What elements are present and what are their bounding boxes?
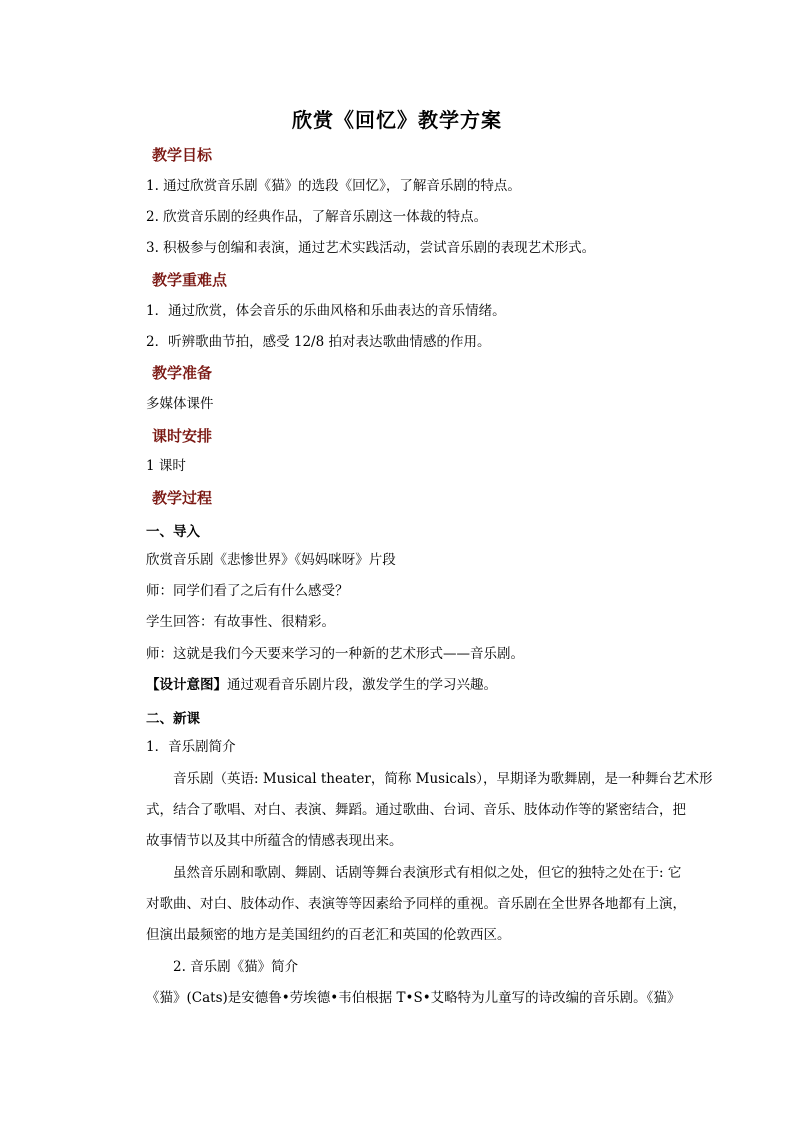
process-part2-title: 二、新课 [146,711,200,727]
preparation-text: 多媒体课件 [146,396,214,412]
para1-line-1: 音乐剧（英语: Musical theater，简称 Musicals），早期译为歌舞剧，是一种舞台艺术形 [173,771,713,787]
intro-line-3: 学生回答：有故事性、很精彩。 [146,614,335,630]
design-intent [146,676,497,694]
heading-process: 教学过程 [152,489,213,507]
heading-schedule: 课时安排 [152,427,213,445]
heading-goals: 教学目标 [152,146,213,164]
goal-item-2: 2. 欣赏音乐剧的经典作品，了解音乐剧这一体裁的特点。 [146,209,488,225]
intro-line-1: 欣赏音乐剧《悲惨世界》《妈妈咪呀》片段 [146,552,396,568]
intro-line-2: 师：同学们看了之后有什么感受？ [146,583,349,599]
subsection-musical-intro: 1．音乐剧简介 [146,739,236,755]
schedule-text: 1 课时 [146,458,186,474]
para1-line-3: 故事情节以及其中所蕴含的情感表现出来。 [146,833,403,849]
design-intent-label: 【设计意图】 [146,677,227,693]
key-point-item-2: 2．听辨歌曲节拍，感受 12/8 拍对表达歌曲情感的作用。 [146,334,491,350]
intro-line-4: 师：这就是我们今天要来学习的一种新的艺术形式——音乐剧。 [146,646,524,662]
para1-line-2: 式，结合了歌唱、对白、表演、舞蹈。通过歌曲、台词、音乐、肢体动作等的紧密结合，把 [146,802,686,818]
para2-line-2: 对歌曲、对白、肢体动作、表演等等因素给予同样的重视。音乐剧在全世界各地都有上演， [146,896,686,912]
subsection-cats-intro: 2. 音乐剧《猫》简介 [173,959,299,975]
goal-item-3: 3. 积极参与创编和表演，通过艺术实践活动，尝试音乐剧的表现艺术形式。 [146,240,596,256]
para2-line-1: 虽然音乐剧和歌剧、舞剧、话剧等舞台表演形式有相似之处，但它的独特之处在于: 它 [173,865,682,881]
goal-item-1: 1. 通过欣赏音乐剧《猫》的选段《回忆》，了解音乐剧的特点。 [146,178,521,194]
page-title: 欣赏《回忆》教学方案 [292,108,502,132]
para2-line-3: 但演出最频密的地方是美国纽约的百老汇和英国的伦敦西区。 [146,927,511,943]
key-point-item-1: 1．通过欣赏，体会音乐的乐曲风格和乐曲表达的音乐情绪。 [146,303,506,319]
heading-key-points: 教学重难点 [152,271,228,289]
heading-preparation: 教学准备 [152,364,213,382]
design-intent-text: 通过观看音乐剧片段，激发学生的学习兴趣。 [227,677,497,693]
para3-line-1: 《猫》(Cats)是安德鲁•劳埃德•韦伯根据 T•S•艾略特为儿童写的诗改编的音乐剧。《猫》 [146,990,681,1006]
process-part1-title: 一、导入 [146,524,200,540]
